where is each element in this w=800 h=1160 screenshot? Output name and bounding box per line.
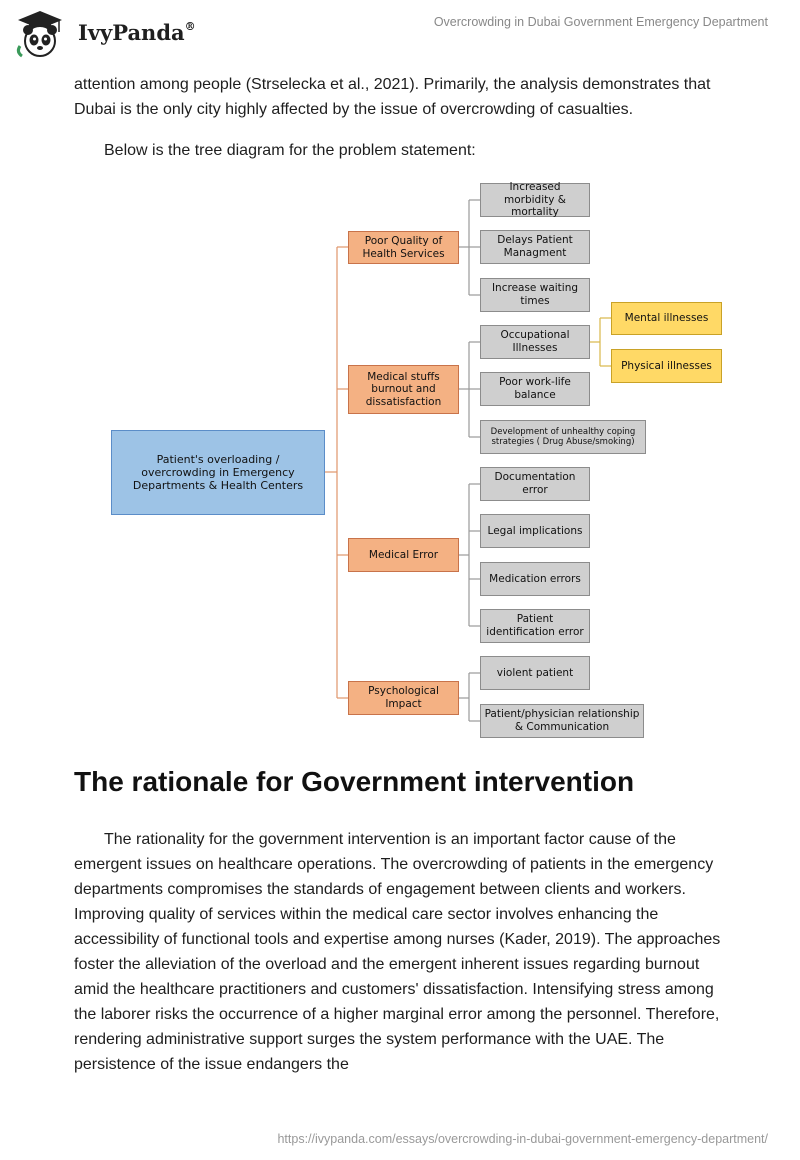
leaf-violent-patient: violent patient xyxy=(480,656,590,690)
document-title: Overcrowding in Dubai Government Emergency Department xyxy=(433,15,768,29)
tree-diagram xyxy=(100,175,740,745)
leaf-unhealthy-coping: Development of unhealthy coping strategies ( Drug Abuse/smoking) xyxy=(480,420,646,454)
ivypanda-logo-icon[interactable] xyxy=(14,8,66,60)
intro-paragraph: attention among people (Strselecka et al., 2021). Primarily, the analysis demonstrates that Dubai is the only city highly affected by the issue of overcrowding of casualties. xyxy=(74,76,711,118)
body-paragraph: The rationality for the government intervention is an important factor cause of the emergent issues on healthcare operations. The overcrowding of patients in the emergency departments compromises the standards of engagement between clients and workers. Improving quality of services within the medical care sector involves enhancing the accessibility of functional tools and expertise among nurses (Kader, 2019). The approaches foster the alleviation of the overload and the emergent inherent issues regarding burnout amid the healthcare practitioners and customers' dissatisfaction. Intensifying stress among the laborer risks the occurrence of a higher marginal error among the personnel. Therefore, rendering administrative support surges the system performance with the UAE. The persistence of the issue endangers the xyxy=(74,831,721,1073)
leaf-occupational-illnesses: Occupational Illnesses xyxy=(480,325,590,359)
sub-leaf-physical-illnesses: Physical illnesses xyxy=(611,349,722,383)
root-node: Patient's overloading / overcrowding in Emergency Departments & Health Centers xyxy=(111,430,325,515)
leaf-documentation-error: Documentation error xyxy=(480,467,590,501)
source-url[interactable]: https://ivypanda.com/essays/overcrowding-in-dubai-government-emergency-department/ xyxy=(277,1132,768,1146)
leaf-delays-patient-management: Delays Patient Managment xyxy=(480,230,590,264)
section-heading: The rationale for Government intervention xyxy=(74,766,635,797)
branch-staff-burnout: Medical stuffs burnout and dissatisfaction xyxy=(348,365,459,414)
leaf-legal-implications: Legal implications xyxy=(480,514,590,548)
leaf-morbidity-mortality: Increased morbidity & mortality xyxy=(480,183,590,217)
sub-leaf-mental-illnesses: Mental illnesses xyxy=(611,302,722,335)
leaf-waiting-times: Increase waiting times xyxy=(480,278,590,312)
leaf-work-life-balance: Poor work-life balance xyxy=(480,372,590,406)
branch-medical-error: Medical Error xyxy=(348,538,459,572)
leaf-patient-physician-relationship: Patient/physician relationship & Communication xyxy=(480,704,644,738)
branch-poor-quality: Poor Quality of Health Services xyxy=(348,231,459,264)
leaf-patient-identification: Patient identification error xyxy=(480,609,590,643)
leaf-medication-errors: Medication errors xyxy=(480,562,590,596)
page-header xyxy=(0,0,800,70)
branch-psychological-impact: Psychological Impact xyxy=(348,681,459,715)
brand-name[interactable]: IvyPanda® xyxy=(78,20,196,45)
diagram-intro: Below is the tree diagram for the problem statement: xyxy=(104,142,476,159)
